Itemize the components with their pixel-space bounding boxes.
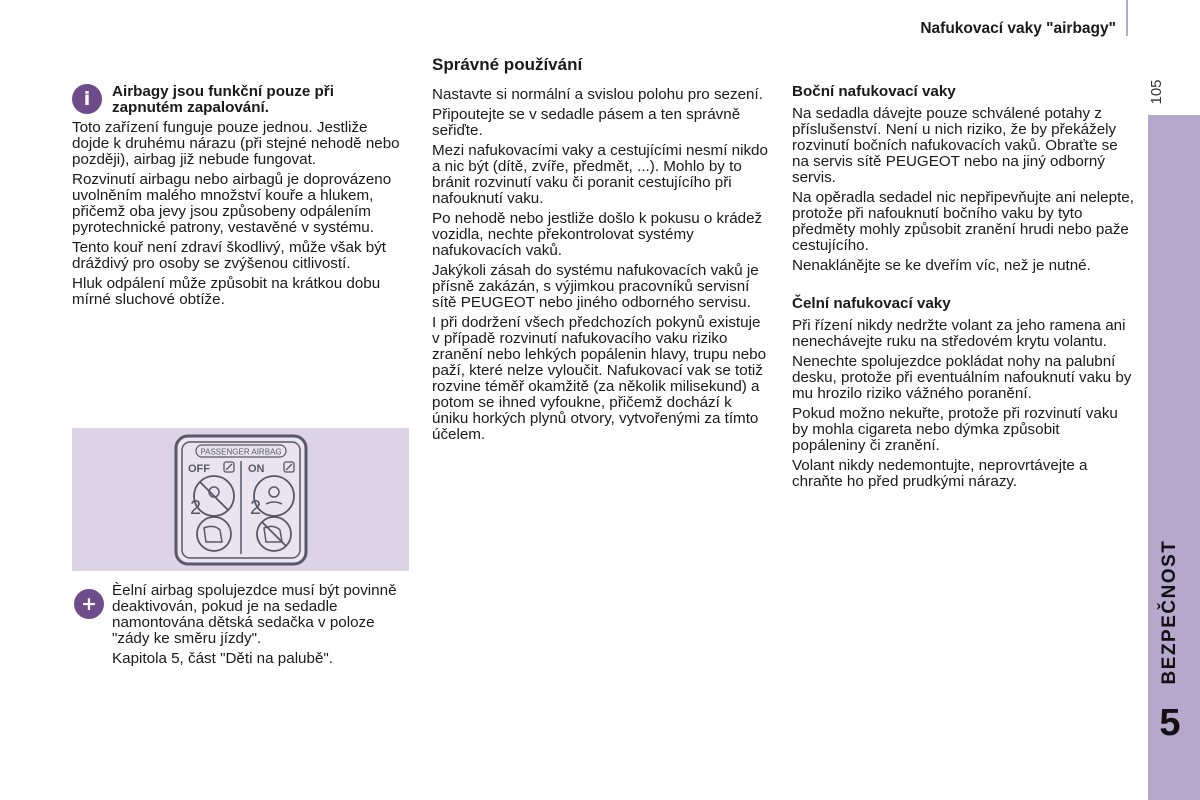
page-number: 105: [1147, 79, 1165, 105]
passenger-airbag-figure: [72, 428, 409, 571]
usage-paragraph: I při dodržení všech předchozích pokynů existuje v případě rozvinutí nafukovacího vaku riziko zranění nebo lehkých popálenin hlavy, trupu nebo paží, které nelze vyloučit. Nafukovací vak se totiž rozvine téměř okamžitě (za několik milisekund) a potom se ihned vyfoukne, přičemž dochází k úniku horkých plynů otvory, vytvořenými za tímto účelem.: [432, 314, 767, 443]
usage-paragraph: Jakýkoli zásah do systému nafukovacích vaků je přísně zakázán, s výjimkou pracovníků servisní sítě PEUGEOT nebo jiného odborného servisu.: [432, 262, 759, 311]
chapter-title: BEZPEČNOST: [1159, 539, 1180, 685]
usage-paragraph: Mezi nafukovacími vaky a cestujícími nesmí nikdo a nic být (dítě, zvíře, předmět, ...). Mohlo by to bránit rozvinutí vaku či poranit cestujícího při nafouknutí vaku.: [432, 142, 768, 207]
panel-label: PASSENGER AIRBAG: [200, 447, 282, 457]
seat-number: 2: [250, 497, 262, 519]
info-note-title: Airbagy jsou funkční pouze při zapnutém zapalování.: [112, 83, 334, 116]
front-airbags-paragraph: Volant nikdy nedemontujte, neprovrtávejte a chraňte ho před prudkými nárazy.: [792, 457, 1088, 490]
plus-note-paragraph: Èelní airbag spolujezdce musí být povinně deaktivován, pokud je na sedadle namontována dětská sedačka v poloze "zády ke směru jízdy".: [112, 582, 397, 647]
side-airbags-paragraph: Na sedadla dávejte pouze schválené potahy z příslušenství. Není u nich riziko, že by překážely rozvinutí bočních nafukovacích vaků. Obraťte se na servis sítě PEUGEOT nebo na jiný odborný servis.: [792, 105, 1118, 186]
info-paragraph: Tento kouř není zdraví škodlivý, může však být dráždivý pro osoby se zvýšenou citlivostí.: [72, 239, 387, 272]
side-airbags-paragraph: Nenaklánějte se ke dveřím víc, než je nutné.: [792, 257, 1091, 274]
seat-number: 2: [190, 497, 202, 519]
info-paragraph: Hluk odpálení může způsobit na krátkou dobu mírné sluchové obtíže.: [72, 275, 381, 308]
front-airbags-paragraph: Při řízení nikdy nedržte volant za jeho ramena ani nenechávejte ruku na středovém krytu volantu.: [792, 317, 1126, 350]
chapter-number: 5: [1159, 702, 1181, 744]
page-header-title: Nafukovací vaky "airbagy": [920, 20, 1116, 37]
off-label: OFF: [188, 463, 210, 475]
passenger-airbag-indicator: [174, 434, 308, 566]
info-icon: i: [72, 84, 102, 114]
plus-note-reference: Kapitola 5, část "Děti na palubě".: [112, 650, 334, 667]
plus-icon: +: [74, 589, 104, 619]
airbag-types-section: [792, 84, 1137, 494]
info-paragraph: Rozvinutí airbagu nebo airbagů je doprovázeno uvolněním malého množství kouře a hlukem, přičemž oba jevy jsou způsobeny odpálením pyrotechnické patrony, vestavěné v systému.: [72, 171, 392, 236]
info-paragraph: Toto zařízení funguje pouze jednou. Jestliže dojde k druhému nárazu (při stejné nehodě nebo později), airbag již nebude fungovat.: [72, 119, 400, 168]
usage-paragraph: Připoutejte se v sedadle pásem a ten správně seřiďte.: [432, 106, 741, 139]
side-airbags-title: Boční nafukovací vaky: [792, 83, 956, 100]
on-label: ON: [248, 463, 265, 475]
front-airbags-paragraph: Nenechte spolujezdce pokládat nohy na palubní desku, protože při eventuálním nafouknutí vaku by mu hrozilo riziko vážného poranění.: [792, 353, 1132, 402]
usage-paragraph: Po nehodě nebo jestliže došlo k pokusu o krádež vozidla, nechte překontrolovat systémy nafukovacích vaků.: [432, 210, 763, 259]
usage-paragraph: Nastavte si normální a svislou polohu pro sezení.: [432, 86, 763, 103]
header-divider: [1126, 0, 1128, 36]
info-note-body: [72, 120, 408, 312]
section-title: Správné používání: [432, 55, 583, 74]
side-airbags-paragraph: Na opěradla sedadel nic nepřipevňujte ani nelepte, protože při nafouknutí bočního vaku by tyto předměty mohly způsobit zranění hrudi nebo paže cestujícího.: [792, 189, 1134, 254]
front-airbags-paragraph: Pokud možno nekuřte, protože při rozvinutí vaku by mohla cigareta nebo dýmka způsobit popáleniny či zranění.: [792, 405, 1118, 454]
front-airbags-title: Čelní nafukovací vaky: [792, 295, 951, 312]
correct-usage-section: [432, 56, 772, 447]
